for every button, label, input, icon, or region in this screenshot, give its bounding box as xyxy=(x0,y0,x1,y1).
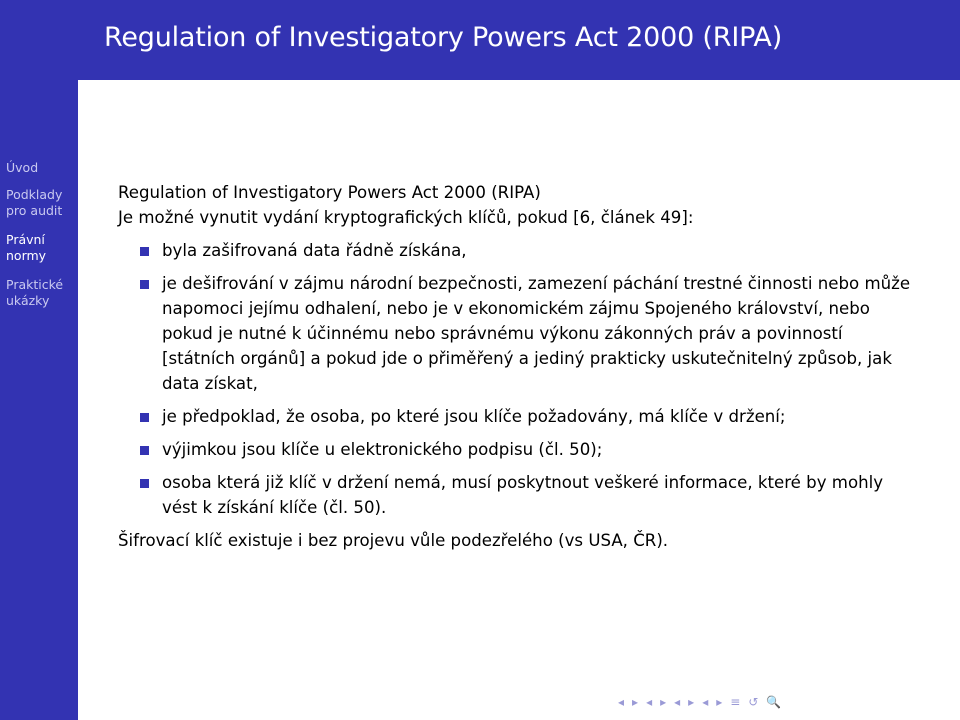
slide-content xyxy=(118,180,918,553)
bullet-square-icon xyxy=(140,446,149,455)
bullet-list xyxy=(118,238,918,520)
list-item xyxy=(118,404,918,429)
list-item-text: výjimkou jsou klíče u elektronického podpisu (čl. 50); xyxy=(162,440,603,459)
sidebar-item-label[interactable]: normy xyxy=(6,248,47,263)
bullet-square-icon xyxy=(140,247,149,256)
sidebar-item-label[interactable]: ukázky xyxy=(6,293,50,308)
slide-back-icon[interactable]: ◂ xyxy=(646,695,653,709)
sidebar xyxy=(0,80,78,720)
search-icon[interactable]: 🔍 xyxy=(766,695,782,709)
sidebar-item-label[interactable]: Úvod xyxy=(6,160,39,175)
bullet-square-icon xyxy=(140,413,149,422)
sidebar-item-label[interactable]: Právní xyxy=(6,232,45,247)
list-item xyxy=(118,271,918,396)
title-bar xyxy=(0,0,960,80)
list-item xyxy=(118,470,918,520)
list-item-text: je předpoklad, že osoba, po které jsou klíče požadovány, má klíče v držení; xyxy=(162,407,786,426)
section-back-icon[interactable]: ◂ xyxy=(702,695,709,709)
list-item-text: osoba která již klíč v držení nemá, musí poskytnout veškeré informace, které by mohly vést k získání klíče (čl. 50). xyxy=(162,473,884,517)
closing-text: Šifrovací klíč existuje i bez projevu vůle podezřelého (vs USA, ČR). xyxy=(118,531,669,550)
sidebar-item-pravni-normy[interactable] xyxy=(6,232,76,264)
subsection-back-icon[interactable]: ◂ xyxy=(674,695,681,709)
frame-forward-icon[interactable]: ▸ xyxy=(632,695,639,709)
bullet-square-icon xyxy=(140,479,149,488)
sidebar-item-prakticke-ukazky[interactable] xyxy=(6,277,76,309)
sidebar-item-uvod[interactable] xyxy=(6,160,76,176)
list-item xyxy=(118,238,918,263)
sidebar-item-label[interactable]: pro audit xyxy=(6,203,63,218)
frame-title: Regulation of Investigatory Powers Act 2000 (RIPA) xyxy=(104,22,783,53)
list-item xyxy=(118,437,918,462)
frame-back-icon[interactable]: ◂ xyxy=(618,695,625,709)
bullet-square-icon xyxy=(140,280,149,289)
sidebar-item-podklady[interactable] xyxy=(6,187,76,219)
block-heading: Regulation of Investigatory Powers Act 2000 (RIPA) xyxy=(118,183,541,202)
sidebar-item-label[interactable]: Praktické xyxy=(6,277,64,292)
intro-text: Je možné vynutit vydání kryptografických klíčů, pokud [6, článek 49]: xyxy=(118,208,694,227)
section-forward-icon[interactable]: ▸ xyxy=(716,695,723,709)
menu-icon[interactable]: ≡ xyxy=(730,695,741,709)
sidebar-item-label[interactable]: Podklady xyxy=(6,187,63,202)
slide-forward-icon[interactable]: ▸ xyxy=(660,695,667,709)
list-item-text: je dešifrování v zájmu národní bezpečnosti, zamezení páchání trestné činnosti nebo může napomoci jejímu odhalení, nebo je v ekonomickém zájmu Spojeného království, nebo pokud je nutné k účinnému nebo správnému výkonu zákonných práv a povinností [státních orgánů] a pokud jde o přiměřený a jediný prakticky uskutečnitelný způsob, jak data získat, xyxy=(162,274,911,393)
undo-icon[interactable]: ↺ xyxy=(748,695,759,709)
beamer-navigation xyxy=(618,695,781,711)
list-item-text: byla zašifrovaná data řádně získána, xyxy=(162,241,467,260)
subsection-forward-icon[interactable]: ▸ xyxy=(688,695,695,709)
